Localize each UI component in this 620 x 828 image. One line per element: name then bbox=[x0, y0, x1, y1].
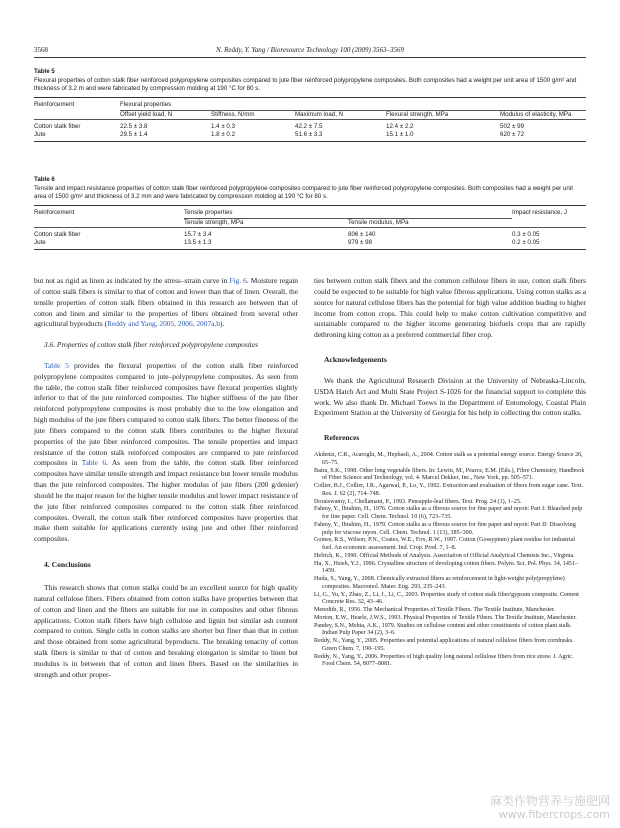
reference-item: Akdeniz, C.R., Acaroglu, M., Hepbasli, A., 2004. Cotton stalk as a potential energy source. Energy Source 26, 65–75. bbox=[314, 452, 583, 466]
watermark-cn: 麻类作物营养与施肥网 bbox=[489, 794, 610, 808]
table-6-col-header: Tensile modulus, MPa bbox=[348, 219, 409, 226]
table-6-head-reinforcement: Reinforcement bbox=[34, 208, 75, 216]
table-5-caption-block bbox=[34, 68, 586, 94]
page-number: 3568 bbox=[34, 46, 48, 54]
acknowledgements-heading: Acknowledgements bbox=[324, 355, 387, 365]
table-cell: 51.6 ± 3.3 bbox=[295, 131, 323, 138]
table-cell: Cotton stalk fiber bbox=[34, 123, 81, 130]
reference-item: Meredith, R., 1956. The Mechanical Properties of Textile Fibers. The Textile Institute, Manchester. bbox=[314, 607, 556, 614]
figure-link[interactable]: Fig. 6 bbox=[229, 276, 247, 285]
table-cell: 979 ± 98 bbox=[348, 239, 373, 246]
table-cell: 0.2 ± 0.05 bbox=[512, 239, 540, 246]
table-6-link[interactable]: Table 6 bbox=[81, 458, 107, 468]
right-column bbox=[314, 276, 586, 669]
section-heading-3-6: 3.6. Properties of cotton stalk fiber reinforced polypropylene composites bbox=[44, 340, 259, 350]
reference-item: Fahmy, Y., Ibrahim, H., 1979. Cotton stalks as a fibrous source for fine paper and rayon: Part II: Dissolving pulp for viscose rayon. Cell. Chem. Technol. 1 (13), 385–390. bbox=[314, 521, 576, 536]
references-heading: References bbox=[324, 433, 360, 443]
table-cell: 15.1 ± 1.0 bbox=[386, 131, 414, 138]
table-5 bbox=[34, 68, 586, 142]
table-cell: 502 ± 99 bbox=[500, 123, 525, 130]
table-cell: Cotton stalk fiber bbox=[34, 231, 81, 238]
table-5-col-header: Flexural strength, MPa bbox=[386, 111, 449, 118]
paragraph: ties between cotton stalk fibers and the common cellulose fibers in use, cotton stalk fibers could be expected to be suitable for high value fibrous applications. Using cotton stalks as a source for natural cellulose fibers has the potential for high value addition leading to higher income from cotton crops. This could help to make cotton cultivation competitive and sustainable compared to the higher income generating biofuels crops that are rapidly dethroning king cotton as a preferred commercial fiber crop. bbox=[314, 276, 586, 340]
table-cell: 12.4 ± 2.2 bbox=[386, 123, 414, 130]
reference-item: Hu, X., Hsieh, Y.J., 1996. Crystalline structure of developing cotton fibers. Polym. Sci. Pol. Phys. 34, 1451–1459. bbox=[314, 560, 579, 575]
table-6-head-tensile: Tensile properties bbox=[184, 208, 233, 216]
watermark bbox=[490, 794, 610, 822]
text-run: . Moisture regain of cotton stalk fibers is similar to that of cotton and lower than that of linen. Overall, the tensile properties of cotton stalk fibers obtained in this research are between that of cotton and linen and similar to the properties of fibers obtained from several other agricultural byproducts ( bbox=[34, 276, 298, 329]
header-rule bbox=[34, 57, 586, 58]
table-row bbox=[34, 123, 586, 131]
reference-item: Collier, B.J., Collier, J.R., Agarwal, P., Lo, Y., 1992. Extraction and evaluation of fibers from sugar cane. Text. Res. J. 62 (2), 714–748. bbox=[314, 483, 584, 497]
reference-item: Batra, S.K., 1998. Other long vegetable fibers. In: Lewin, M., Pearce, E.M. (Eds.), Fibre Chemistry, Handbook of Fiber Science and Technology, vol. 4. Marcel Dekker, Inc., New York, pp. 505–571. bbox=[314, 467, 585, 482]
text-run: ). bbox=[219, 319, 225, 329]
reference-item: Pandey, S.N., Mehta, A.K., 1979. Studies on cellulose content and other constituents of cotton plant stalk. Indian Pulp Paper 34 (2), 3–6. bbox=[314, 622, 572, 637]
table-row bbox=[34, 239, 586, 247]
table-5-col-header: Offset yield load, N bbox=[120, 111, 173, 118]
table-row bbox=[34, 131, 586, 139]
table-6-grid bbox=[34, 206, 586, 248]
table-cell: 1.4 ± 0.3 bbox=[211, 123, 236, 130]
reference-item: Morton, E.W., Hearle, J.W.S., 1993. Physical Properties of Textile Fibers. The Textile Institute, Manchester. bbox=[314, 614, 577, 621]
reference-item: Reddy, N., Yang, Y., 2006. Properties of high quality long natural cellulose fibers from rice straw. J. Agric. Food Chem. 54, 8077–8081. bbox=[314, 653, 574, 668]
journal-citation: N. Reddy, Y. Yang / Bioresource Technology 100 (2009) 3563–3569 bbox=[215, 46, 405, 54]
section-heading-conclusions: 4. Conclusions bbox=[44, 560, 91, 570]
table-cell: Jute bbox=[34, 239, 46, 246]
paragraph bbox=[34, 361, 298, 545]
reference-item: Doraiswamy, I., Chellamani, P., 1993. Pineapple-leaf fibers. Text. Prog. 24 (1), 1–25. bbox=[314, 498, 522, 505]
table-cell: 29.5 ± 1.4 bbox=[120, 131, 148, 138]
acknowledgements-text: We thank the Agricultural Research Division at the University of Nebraska-Lincoln, USDA Hatch Act and Multi State Project S-1026 for the financial support to complete this work. We also thank Dr. Michael Toews in the Department of Entomology, Coastal Plain Experiment Station at the University of Georgia for his help in collecting the cotton stalks. bbox=[314, 375, 586, 418]
table-5-link[interactable]: Table 5 bbox=[44, 360, 70, 370]
reference-item: Li, G., Yu, Y., Zhao, Z., Li, J., Li, C., 2003. Properties study of cotton stalk fiber/gypsum composite. Cement Concrete Res. 32, 43–46. bbox=[314, 591, 579, 606]
table-6-head-impact: Impact resistance, J bbox=[512, 208, 568, 216]
table-cell: 620 ± 72 bbox=[500, 131, 525, 138]
table-cell: 0.3 ± 0.05 bbox=[512, 231, 540, 238]
text-run: provides the flexural properties of the cotton stalk fiber reinforced polypropylene composites compared to jute–polypropylene composites. As seen from the table, the cotton stalk fiber reinforced composites have flexural properties slightly inferior to that of the jute reinforced composites. The higher stiffness of the jute fiber reinforced polypropylene composites is most probably due to the low elongation and high modulus of the jute fibers compared to cotton stalk fibers. The better fineness of the jute fibers compared to the cotton stalk fibers contributes to the higher flexural properties of the jute fiber reinforced composites. The tensile properties and impact resistance of the cotton stalk reinforced composites are compared to jute reinforced composites in bbox=[34, 360, 298, 468]
left-column bbox=[34, 276, 298, 681]
table-cell: 42.2 ± 7.5 bbox=[295, 123, 323, 130]
table-cell: 22.5 ± 3.8 bbox=[120, 123, 148, 130]
table-cell: 13.5 ± 1.3 bbox=[184, 239, 212, 246]
table-5-head-flexural: Flexural properties bbox=[120, 100, 172, 108]
reference-item: Reddy, N., Yang, Y., 2005. Properties and potential applications of natural cellulose fibers from cornhusks. Green Chem. 7, 190–195. bbox=[314, 638, 574, 652]
text-run: . As seen from the table, the cotton stalk fiber reinforced composites have similar tensile strength and impact resistance but lower tensile modulus than the jute reinforced composites. The higher modulus of jute fibers (200 g/denier) should be the major reason for the higher tensile modulus and lower impact resistance of the jute fiber reinforced composites compared to the cotton stalk fiber reinforced composites. Overall, the cotton stalk fiber reinforced composites have properties that make them suitable for applications currently using jute and other fiber reinforced composites. bbox=[34, 458, 298, 544]
table-row bbox=[34, 231, 586, 239]
reference-item: Gomes, R.S., Wilson, P.N., Coates, W.E., Fox, R.W., 1997. Cotton (Gossypium) plant residue for industrial fuel. An economic assessment. Ind. Crop. Prod. 7, 1–8. bbox=[314, 537, 575, 552]
table-cell: 806 ± 140 bbox=[348, 231, 376, 238]
watermark-url: www.fibercrops.com bbox=[498, 808, 610, 821]
table-5-col-header: Stiffness, N/mm bbox=[211, 111, 255, 118]
table-6-caption: Tensile and impact resistance properties of cotton stalk fiber reinforced polypropylene composites compared to jute fiber reinforced polypropylene composites. Both composites had a weight per unit area of 1500 g/m² and thickness of 3.2 mm and were fabricated by compression molding at 190 °C for 80 s. bbox=[34, 184, 573, 200]
paragraph: This research shows that cotton stalks could be an excellent source for high quality natural cellulose fibers. Fibers obtained from cotton stalks have properties between that of cotton and linen and the fibers are suitable for use in composites and other fibrous applications. Cotton stalk fibers have high cellulose and lignin but similar ash content compared to cotton. Single cells in cotton stalks are shorter but finer than that in cotton and those obtained from some agricultural byproducts. The breaking tenacity of cotton stalk fibers is similar to that of cotton and breaking elongation is similar to linen but modulus is in between that of cotton and linen fibers. Based on the similarities in strength and other proper- bbox=[34, 583, 298, 679]
table-cell: 15.7 ± 3.4 bbox=[184, 231, 212, 238]
table-5-label: Table 5 bbox=[34, 68, 55, 75]
reference-item: Helrich, K., 1990. Official Methods of Analysis. Association of Official Analytical Chemists Inc., Virginia. bbox=[314, 552, 575, 559]
paragraph bbox=[34, 276, 298, 330]
table-5-col-header: Modulus of elasticity, MPa bbox=[500, 111, 572, 118]
table-6-caption-block bbox=[34, 176, 586, 202]
table-cell: Jute bbox=[34, 131, 46, 138]
table-5-head-reinforcement: Reinforcement bbox=[34, 100, 75, 108]
table-5-col-header: Maximum load, N bbox=[295, 111, 344, 118]
table-5-grid bbox=[34, 98, 586, 140]
table-cell: 1.8 ± 0.2 bbox=[211, 131, 236, 138]
text-run: but not as rigid as linen as indicated by the stress–strain curve in bbox=[34, 276, 230, 285]
table-6-col-header: Tensile strength, MPa bbox=[184, 219, 244, 226]
table-6 bbox=[34, 176, 586, 250]
reference-item: Fahmy, Y., Ibrahim, H., 1976. Cotton stalks as a fibrous source for fine paper and rayon: Part I: Bleached pulp for fine paper. Cell. Chem. Technol. 10 (6), 723–735. bbox=[314, 506, 583, 521]
table-5-caption: Flexural properties of cotton stalk fiber reinforced polypropylene composites compared to jute fiber reinforced polypropylene composites. Both composites had a weight per unit area of 1500 g/m² and thickness of 3.2 m and were fabricated by compression molding at 190 °C for 80 s. bbox=[34, 76, 577, 92]
citation-link[interactable]: Reddy and Yang, 2005, 2006, 2007a,b bbox=[107, 319, 220, 329]
reference-list bbox=[314, 452, 586, 669]
reference-item: Huda, S., Yang, Y., 2008. Chemically extracted fibers as reinforcement in light-weight poly(propylene) composites. Macromol. Mater. Eng. 293, 235–243. bbox=[314, 576, 565, 590]
table-6-label: Table 6 bbox=[34, 176, 55, 183]
